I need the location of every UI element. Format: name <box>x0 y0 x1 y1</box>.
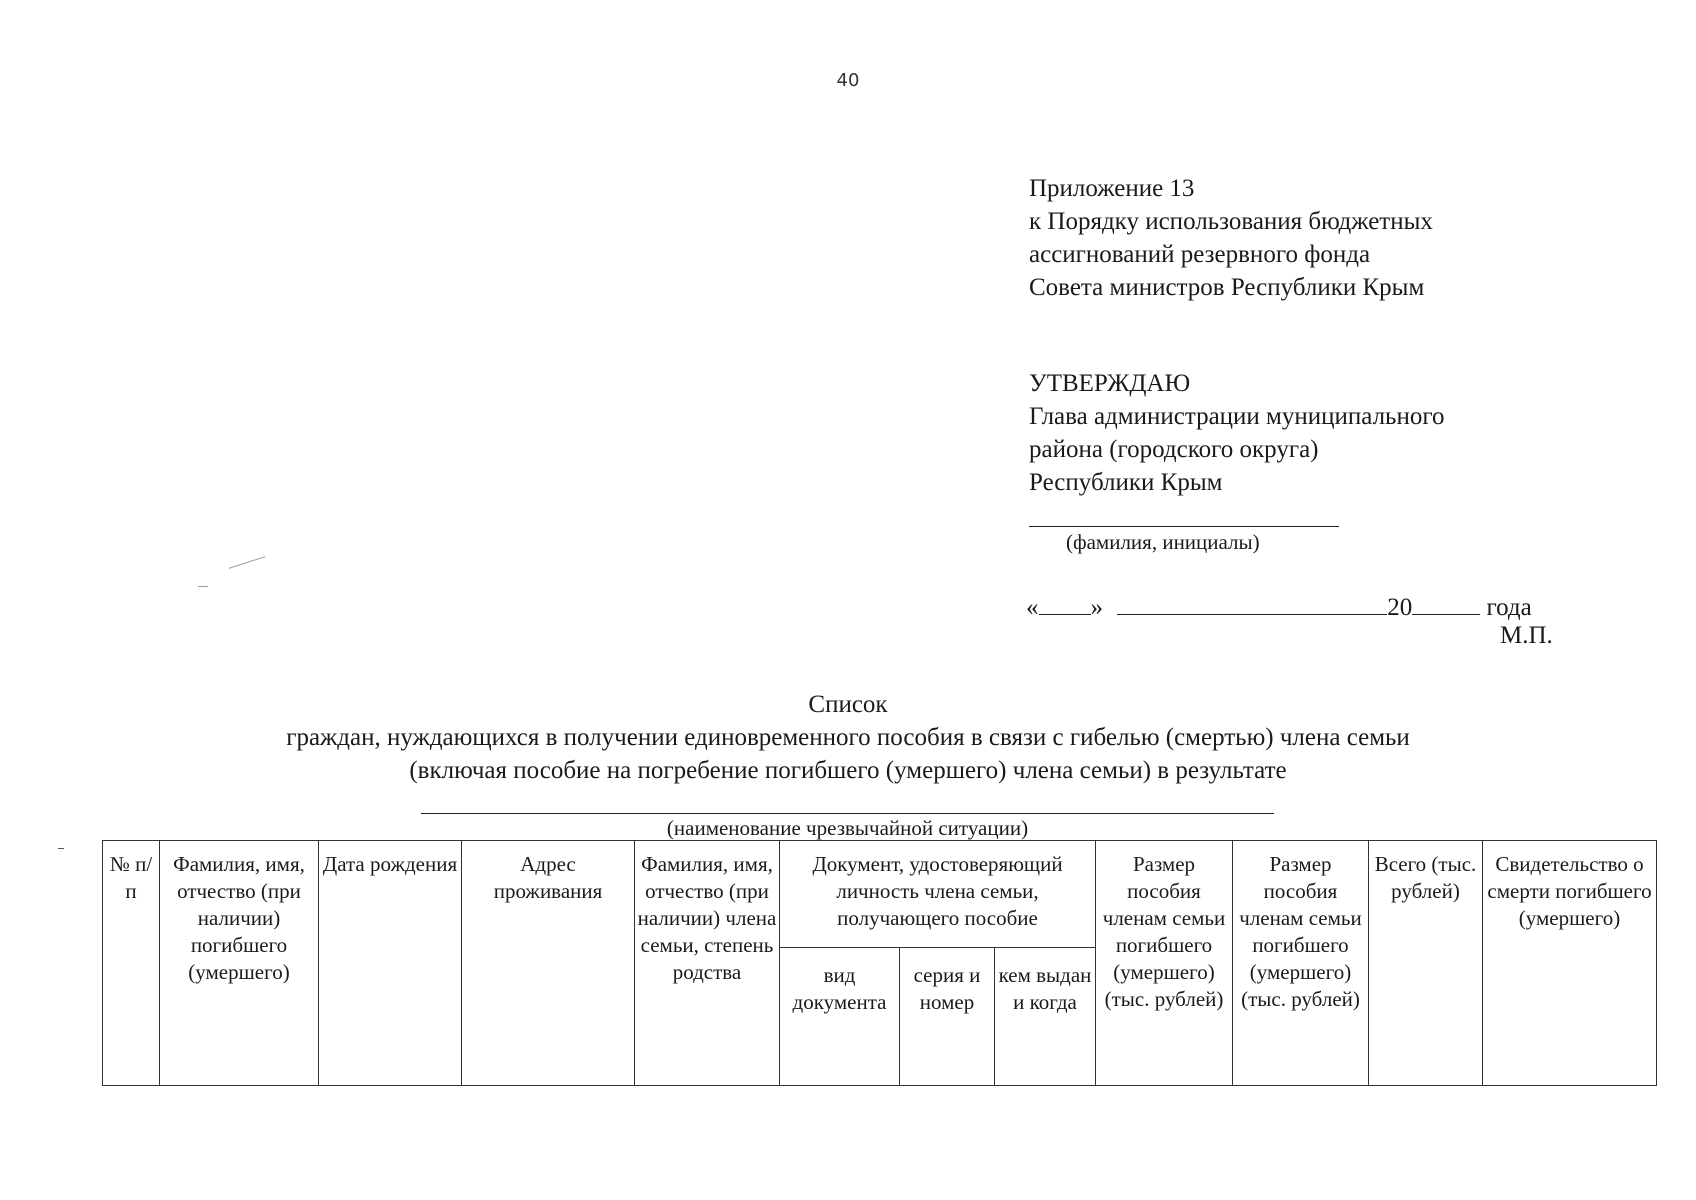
header-document-type: вид документа <box>780 948 900 1086</box>
date-close-quote: » <box>1090 594 1103 621</box>
scan-mark <box>229 556 265 569</box>
date-year-prefix: 20 <box>1387 594 1413 621</box>
approval-line: Глава администрации муниципального <box>1029 403 1445 430</box>
header-document-issued: кем выдан и когда <box>995 948 1096 1086</box>
header-address: Адрес проживания <box>462 841 635 1086</box>
date-suffix: года <box>1486 594 1532 621</box>
approval-date <box>1026 590 1532 622</box>
scan-mark <box>198 586 208 587</box>
appendix-title: Приложение 13 <box>1029 175 1195 202</box>
approval-block <box>1029 367 1444 499</box>
title-heading: Список <box>808 691 888 718</box>
signature-caption: (фамилия, инициалы) <box>1066 530 1260 554</box>
table-header-row <box>103 841 1657 948</box>
appendix-line: ассигнований резервного фонда <box>1029 241 1371 268</box>
approval-line: Республики Крым <box>1029 469 1223 496</box>
month-blank <box>1117 590 1387 615</box>
date-open-quote: « <box>1026 594 1039 621</box>
header-birth-date: Дата рождения <box>319 841 462 1086</box>
scan-mark <box>58 848 64 849</box>
header-member-name: Фамилия, имя, отчество (при наличии) члена семьи, степень родства <box>635 841 780 1086</box>
header-death-certificate: Свидетельство о смерти погибшего (умершего) <box>1483 841 1657 1086</box>
day-blank <box>1039 590 1091 615</box>
signature-line <box>1029 526 1339 527</box>
approval-line: района (городского округа) <box>1029 436 1319 463</box>
header-identity-document: Документ, удостоверяющий личность члена семьи, получающего пособие <box>780 841 1096 948</box>
situation-line <box>421 813 1274 814</box>
header-total: Всего (тыс. рублей) <box>1369 841 1483 1086</box>
header-number: № п/п <box>103 841 160 1086</box>
situation-caption: (наименование чрезвычайной ситуации) <box>666 816 1029 840</box>
page-number: 40 <box>836 70 860 91</box>
header-document-series: серия и номер <box>900 948 995 1086</box>
header-allowance: Размер пособия членам семьи погибшего (умершего) (тыс. рублей) <box>1096 841 1233 1086</box>
appendix-block <box>1029 172 1433 304</box>
year-blank <box>1412 590 1480 615</box>
document-title <box>0 688 1696 787</box>
stamp-place: М.П. <box>1500 622 1553 649</box>
appendix-line: Совета министров Республики Крым <box>1029 274 1425 301</box>
header-deceased-name: Фамилия, имя, отчество (при наличии) погибшего (умершего) <box>160 841 319 1086</box>
appendix-line: к Порядку использования бюджетных <box>1029 208 1433 235</box>
recipients-table <box>102 840 1657 1086</box>
title-line: (включая пособие на погребение погибшего (умершего) члена семьи) в результате <box>409 757 1287 784</box>
title-line: граждан, нуждающихся в получении единовременного пособия в связи с гибелью (смертью) члена семьи <box>286 724 1410 751</box>
approval-heading: УТВЕРЖДАЮ <box>1029 370 1191 397</box>
header-allowance: Размер пособия членам семьи погибшего (умершего) (тыс. рублей) <box>1233 841 1369 1086</box>
